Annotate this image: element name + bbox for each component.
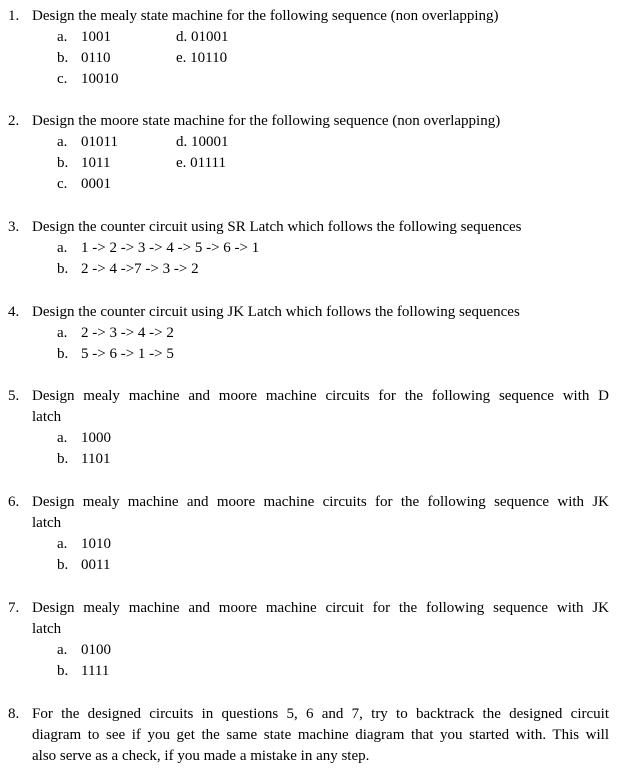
question-number: 6. — [8, 494, 20, 510]
option-item: e. 01111 — [176, 155, 227, 171]
question-text: Design the counter circuit using JK Latch which follows the following sequences — [32, 304, 520, 320]
option-item: c. 0001 — [57, 176, 111, 192]
option-item: b. 1101 — [57, 451, 111, 467]
option-item: d. 10001 — [176, 134, 229, 150]
question-text-line-2: latch — [32, 621, 62, 637]
option-item: b. 0011 — [57, 557, 111, 573]
option-item: c. 10010 — [57, 71, 119, 87]
question-number: 7. — [8, 600, 20, 616]
question-number: 8. — [8, 706, 20, 722]
option-item: b. 2 -> 4 ->7 -> 3 -> 2 — [57, 261, 199, 277]
question-number: 2. — [8, 113, 20, 129]
option-item: e. 10110 — [176, 50, 228, 66]
question-number: 5. — [8, 388, 20, 404]
question-number: 4. — [8, 304, 20, 320]
question-text-line-1: For the designed circuits in questions 5, 6 and 7, try to backtrack the designed circuit — [32, 706, 609, 722]
question-number: 1. — [8, 8, 20, 24]
question-text-line-1: Design mealy machine and moore machine circuit for the following sequence with JK — [32, 600, 609, 616]
question-text-line-2: latch — [32, 409, 62, 425]
option-item: b. 0110 — [57, 50, 111, 66]
question-text: Design the moore state machine for the following sequence (non overlapping) — [32, 113, 501, 129]
option-item: b. 1111 — [57, 663, 110, 679]
option-item: a. 1001 — [57, 29, 111, 45]
option-item: b. 5 -> 6 -> 1 -> 5 — [57, 346, 174, 362]
question-text-line-2: diagram to see if you get the same state machine diagram that you started with. This will — [32, 727, 609, 743]
question-text: Design the mealy state machine for the following sequence (non overlapping) — [32, 8, 499, 24]
question-text-line-2: latch — [32, 515, 62, 531]
question-number: 3. — [8, 219, 20, 235]
option-item: a. 01011 — [57, 134, 118, 150]
question-text-line-1: Design mealy machine and moore machine circuits for the following sequence with D — [32, 388, 609, 404]
option-item: a. 1000 — [57, 430, 111, 446]
option-item: a. 1010 — [57, 536, 111, 552]
option-item: a. 0100 — [57, 642, 111, 658]
question-text-line-3: also serve as a check, if you made a mistake in any step. — [32, 748, 370, 764]
option-item: b. 1011 — [57, 155, 111, 171]
option-item: a. 2 -> 3 -> 4 -> 2 — [57, 325, 174, 341]
option-item: a. 1 -> 2 -> 3 -> 4 -> 5 -> 6 -> 1 — [57, 240, 260, 256]
question-text-line-1: Design mealy machine and moore machine circuits for the following sequence with JK — [32, 494, 609, 510]
option-item: d. 01001 — [176, 29, 229, 45]
question-text: Design the counter circuit using SR Latch which follows the following sequences — [32, 219, 522, 235]
